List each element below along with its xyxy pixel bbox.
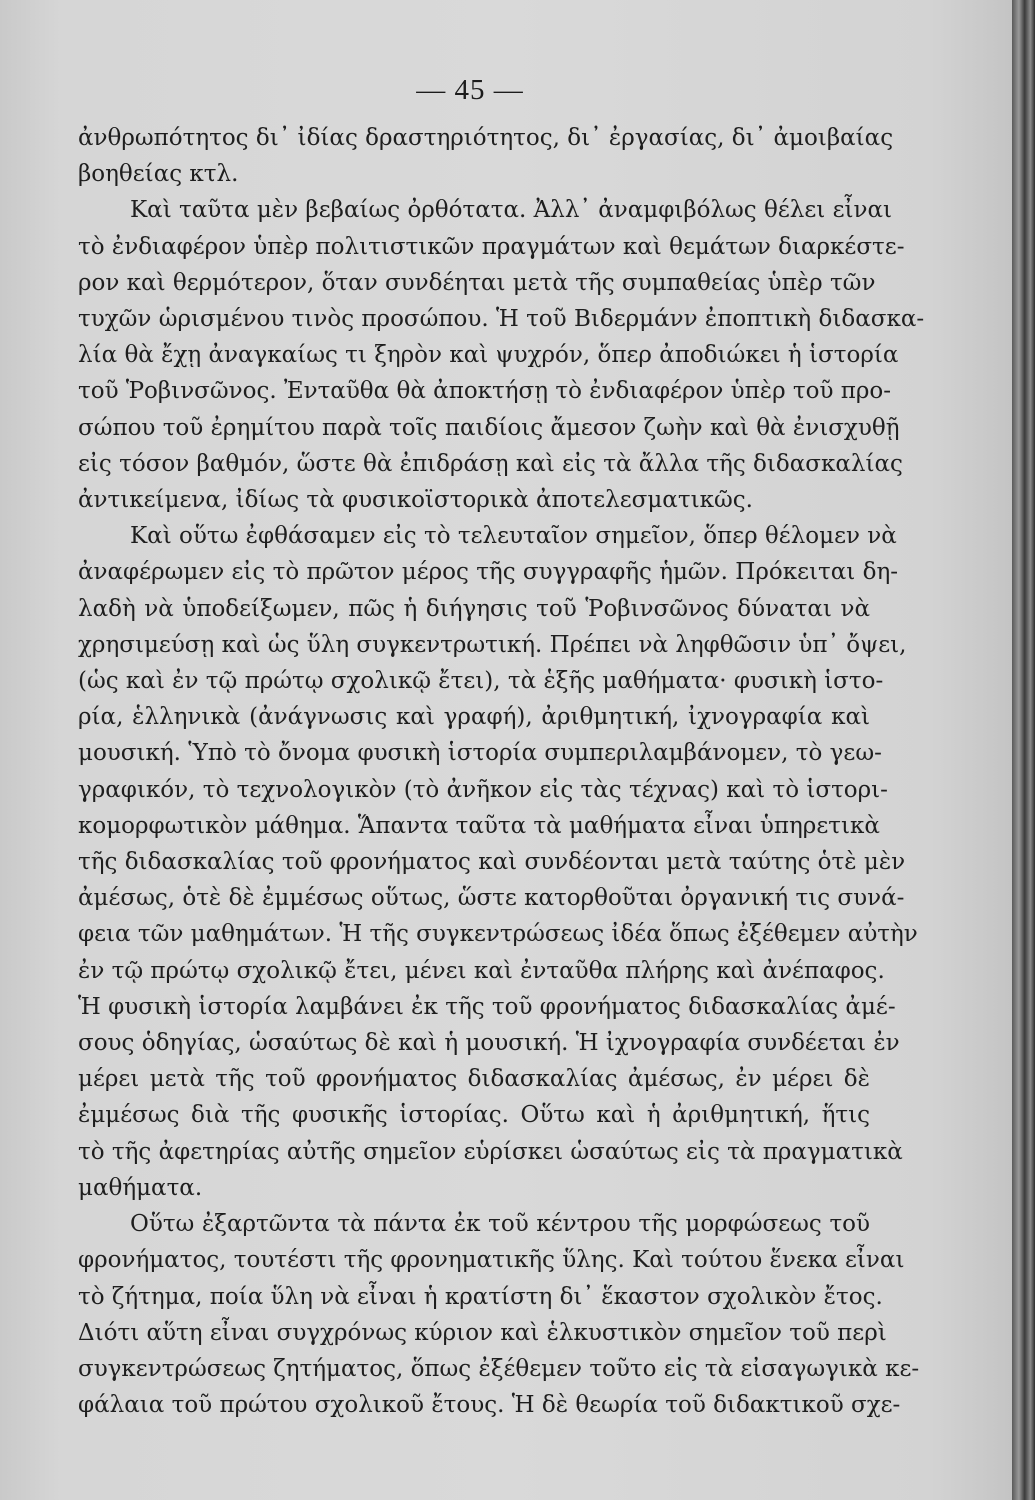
text-line: λία θὰ ἔχῃ ἀναγκαίως τι ξηρὸν καὶ ψυχρόν, ὅπερ ἀποδιώκει ἡ ἱστορία (78, 342, 899, 369)
text-line: τὸ τῆς ἀφετηρίας αὐτῆς σημεῖον εὑρίσκει ὡσαύτως εἰς τὰ πραγματικὰ (78, 1138, 903, 1165)
text-line: Καὶ οὕτω ἐφθάσαμεν εἰς τὸ τελευταῖον σημεῖον, ὅπερ θέλομεν νὰ (130, 523, 897, 550)
text-line: βοηθείας κτλ. (78, 161, 239, 188)
text-line: (ὡς καὶ ἐν τῷ πρώτῳ σχολικῷ ἔτει), τὰ ἑξῆς μαθήματα· φυσικὴ ἱστο- (78, 668, 884, 695)
body-text (78, 120, 925, 1423)
text-line: τῆς διδασκαλίας τοῦ φρονήματος καὶ συνδέονται μετὰ ταύτης ὁτὲ μὲν (78, 849, 906, 876)
text-line: μέρει μετὰ τῆς τοῦ φρονήματος διδασκαλίας ἀμέσως, ἐν μέρει δὲ (78, 1066, 870, 1093)
text-line: ἀμέσως, ὁτὲ δὲ ἐμμέσως οὕτως, ὥστε κατορθοῦται ὀργανική τις συνά- (78, 885, 905, 912)
text-line: τοῦ Ῥοβινσῶνος. Ἐνταῦθα θὰ ἀποκτήσῃ τὸ ἐνδιαφέρον ὑπὲρ τοῦ προ- (78, 378, 892, 405)
text-line: ἐν τῷ πρώτῳ σχολικῷ ἔτει, μένει καὶ ἐνταῦθα πλήρης καὶ ἀνέπαφος. (78, 957, 885, 984)
text-line: Ἡ φυσικὴ ἱστορία λαμβάνει ἐκ τῆς τοῦ φρονήματος διδασκαλίας ἀμέ- (78, 993, 896, 1020)
text-line: Καὶ ταῦτα μὲν βεβαίως ὀρθότατα. Ἀλλ᾽ ἀναμφιβόλως θέλει εἶναι (130, 197, 893, 224)
text-line: γραφικόν, τὸ τεχνολογικὸν (τὸ ἀνῆκον εἰς τὰς τέχνας) καὶ τὸ ἱστορι- (78, 776, 888, 803)
text-line: χρησιμεύσῃ καὶ ὡς ὕλη συγκεντρωτική. Πρέπει νὰ ληφθῶσιν ὑπ᾽ ὄψει, (78, 631, 907, 658)
text-line: ἐμμέσως διὰ τῆς φυσικῆς ἱστορίας. Οὕτω καὶ ἡ ἀριθμητική, ἥτις (78, 1102, 870, 1129)
text-line: φεια τῶν μαθημάτων. Ἡ τῆς συγκεντρώσεως ἰδέα ὅπως ἐξέθεμεν αὐτὴν (78, 921, 918, 948)
text-line: σους ὁδηγίας, ὡσαύτως δὲ καὶ ἡ μουσική. Ἡ ἰχνογραφία συνδέεται ἐν (78, 1030, 900, 1057)
text-line: ἀναφέρωμεν εἰς τὸ πρῶτον μέρος τῆς συγγραφῆς ἡμῶν. Πρόκειται δη- (78, 559, 898, 586)
text-line: κομορφωτικὸν μάθημα. Ἅπαντα ταῦτα τὰ μαθήματα εἶναι ὑπηρετικὰ (78, 812, 880, 839)
text-line: τὸ ζήτημα, ποία ὕλη νὰ εἶναι ἡ κρατίστη δι᾽ ἕκαστον σχολικὸν ἔτος. (78, 1283, 883, 1310)
text-line: σώπου τοῦ ἐρημίτου παρὰ τοῖς παιδίοις ἄμεσον ζωὴν καὶ θὰ ἐνισχυθῇ (78, 414, 900, 441)
text-line: φρονήματος, τουτέστι τῆς φρονηματικῆς ὕλης. Καὶ τούτου ἕνεκα εἶναι (78, 1247, 905, 1274)
text-line: τυχῶν ὡρισμένου τινὸς προσώπου. Ἡ τοῦ Βιδερμάνν ἐποπτικὴ διδασκα- (78, 306, 925, 333)
text-line: τὸ ἐνδιαφέρον ὑπὲρ πολιτιστικῶν πραγμάτων καὶ θεμάτων διαρκέστε- (78, 233, 905, 260)
text-line: Οὕτω ἐξαρτῶντα τὰ πάντα ἐκ τοῦ κέντρου τῆς μορφώσεως τοῦ (130, 1211, 870, 1238)
page-number: — 45 — (416, 74, 524, 106)
text-line: συγκεντρώσεως ζητήματος, ὅπως ἐξέθεμεν τοῦτο εἰς τὰ εἰσαγωγικὰ κε- (78, 1355, 920, 1382)
text-line: λαδὴ νὰ ὑποδείξωμεν, πῶς ἡ διήγησις τοῦ Ῥοβινσῶνος δύναται νὰ (78, 595, 870, 622)
text-line: μαθήματα. (78, 1174, 203, 1201)
text-line: εἰς τόσον βαθμόν, ὥστε θὰ ἐπιδράσῃ καὶ εἰς τὰ ἄλλα τῆς διδασκαλίας (78, 450, 903, 477)
text-line: Διότι αὕτη εἶναι συγχρόνως κύριον καὶ ἑλκυστικὸν σημεῖον τοῦ περὶ (78, 1319, 887, 1346)
text-line: ἀντικείμενα, ἰδίως τὰ φυσικοϊστορικὰ ἀποτελεσματικῶς. (78, 487, 753, 514)
book-binding-edge (1012, 0, 1035, 1500)
text-line: ρον καὶ θερμότερον, ὅταν συνδέηται μετὰ τῆς συμπαθείας ὑπὲρ τῶν (78, 269, 876, 296)
text-line: φάλαια τοῦ πρώτου σχολικοῦ ἔτους. Ἡ δὲ θεωρία τοῦ διδακτικοῦ σχε- (78, 1392, 901, 1419)
text-line: ρία, ἑλληνικὰ (ἀνάγνωσις καὶ γραφή), ἀριθμητική, ἰχνογραφία καὶ (78, 704, 870, 731)
text-line: ἀνθρωπότητος δι᾽ ἰδίας δραστηριότητος, δι᾽ ἐργασίας, δι᾽ ἀμοιβαίας (78, 125, 894, 151)
text-line: μουσική. Ὑπὸ τὸ ὄνομα φυσικὴ ἱστορία συμπεριλαμβάνομεν, τὸ γεω- (78, 740, 882, 767)
